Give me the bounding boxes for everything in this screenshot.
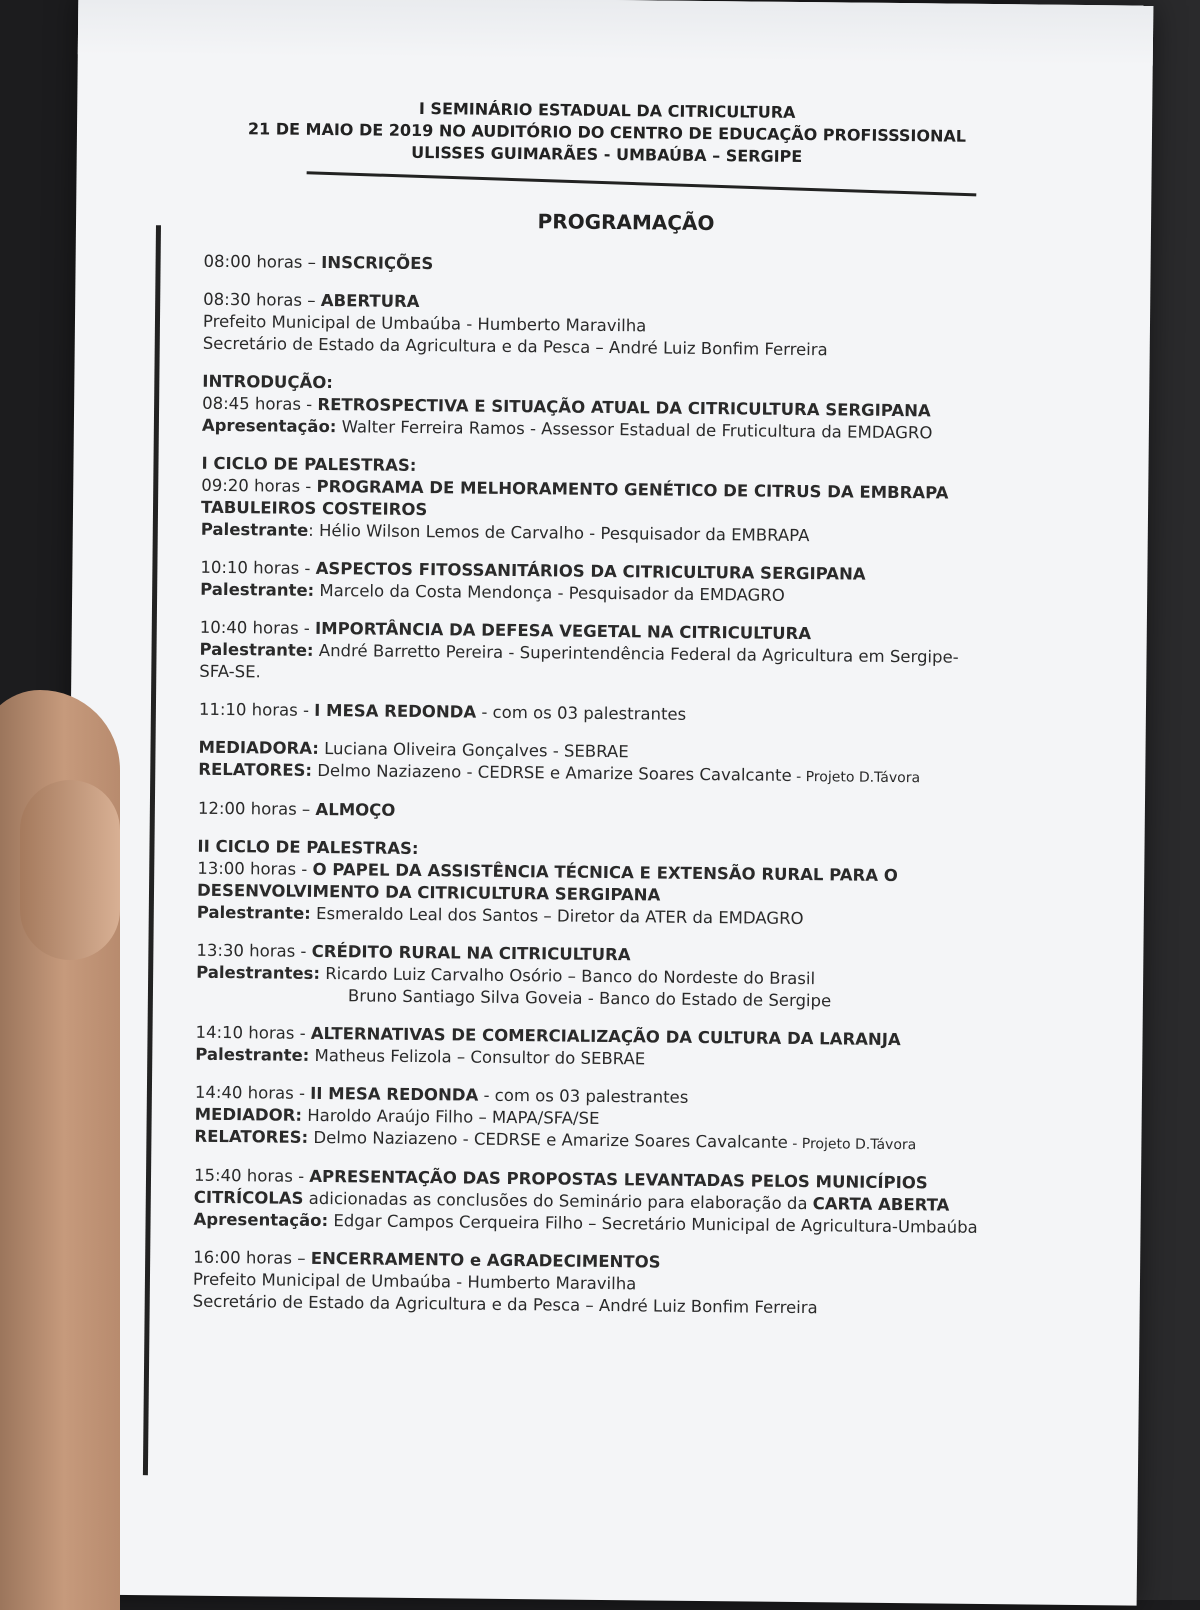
item-ciclo1-t2 [200,557,1030,610]
time: 10:40 horas - [199,617,316,638]
label: Palestrante: [200,579,315,600]
label: Palestrante [200,519,309,540]
document-header [177,95,1038,170]
item-mesa2 [194,1082,1025,1158]
section-title: PROGRAMAÇÃO [537,209,715,236]
title: RETROSPECTIVA E SITUAÇÃO ATUAL DA CITRICULTURA SERGIPANA [317,394,931,421]
speaker: André Barretto Pereira - Superintendência Federal da Agricultura em Sergipe- [313,640,959,667]
time: 14:40 horas - [194,1082,311,1103]
time: 08:45 horas - [202,393,318,414]
title: CRÉDITO RURAL NA CITRICULTURA [311,941,631,965]
program-list [192,251,1033,1338]
speaker-line: Prefeito Municipal de Umbaúba - Humberto Maravilha [192,1269,637,1294]
label: Palestrante: [199,639,314,660]
title: O PAPEL DA ASSISTÊNCIA TÉCNICA E EXTENSÃO RURAL PARA O [312,859,898,886]
item-almoco [198,798,1028,829]
label: Palestrante: [196,902,311,923]
section-heading: INTRODUÇÃO: [202,371,334,393]
header-line-1: I SEMINÁRIO ESTADUAL DA CITRICULTURA [418,98,796,122]
time: 09:20 horas - [201,475,317,496]
page-top-shade [78,0,1154,66]
title: INSCRIÇÕES [321,252,434,274]
speaker: Walter Ferreira Ramos - Assessor Estadual de Fruticultura da EMDAGRO [336,417,933,443]
time: 16:00 horas – [193,1247,311,1268]
title-continued: CITRÍCOLAS [193,1187,304,1208]
speaker-line: Secretário de Estado da Agricultura e da Pesca – André Luiz Bonfim Ferreira [202,333,828,360]
item-ciclo2-t3 [195,1022,1025,1075]
item-introducao [202,371,1033,446]
time: 12:00 horas – [197,798,316,819]
title: ALMOÇO [315,799,396,820]
title: APRESENTAÇÃO DAS PROPOSTAS LEVANTADAS PELOS MUNICÍPIOS [309,1166,928,1193]
speaker-continued: SFA-SE. [199,661,261,682]
time: 11:10 horas - [198,699,315,720]
document-page [62,0,1154,1606]
title: ABERTURA [320,290,420,312]
time: 10:10 horas - [200,557,316,578]
project: - Projeto D.Távora [787,1135,917,1154]
reporters: Delmo Naziazeno - CEDRSE e Amarize Soares Cavalcante [308,1127,788,1152]
speaker-2: Bruno Santiago Silva Goveia - Banco do Estado de Sergipe [347,986,832,1011]
header-divider [307,171,977,196]
title-continued: DESENVOLVIMENTO DA CITRICULTURA SERGIPANA [196,880,661,905]
title: I MESA REDONDA [314,700,477,722]
time: 14:10 horas - [195,1022,311,1043]
time: 08:00 horas – [203,251,322,272]
speaker-line: Secretário de Estado da Agricultura e da Pesca – André Luiz Bonfim Ferreira [192,1291,818,1318]
title: ALTERNATIVAS DE COMERCIALIZAÇÃO DA CULTURA DA LARANJA [310,1023,901,1050]
time: 13:00 horas - [197,858,313,879]
header-line-3: ULISSES GUIMARÃES - UMBAÚBA – SERGIPE [411,142,803,167]
title: ENCERRAMENTO e AGRADECIMENTOS [310,1248,661,1272]
suffix: - com os 03 palestrantes [478,1085,689,1107]
label: RELATORES: [198,759,313,780]
item-apresentacao [193,1165,1024,1240]
mediator: Luciana Oliveira Gonçalves - SEBRAE [318,738,629,762]
carta-aberta: CARTA ABERTA [812,1194,950,1215]
title: IMPORTÂNCIA DA DEFESA VEGETAL NA CITRICULTURA [314,618,812,644]
left-margin-rule [143,225,161,1475]
time: 13:30 horas - [196,940,312,961]
suffix: - com os 03 palestrantes [476,702,687,724]
label: Apresentação: [201,415,337,437]
section-heading: II CICLO DE PALESTRAS: [197,836,419,859]
item-abertura [203,289,1034,364]
speaker: Matheus Felizola – Consultor do SEBRAE [309,1045,646,1069]
label: MEDIADOR: [194,1104,303,1125]
thumb [20,780,120,960]
section-heading: I CICLO DE PALESTRAS: [201,453,417,475]
title: II MESA REDONDA [310,1083,479,1105]
mediator: Haroldo Araújo Filho – MAPA/SFA/SE [301,1105,600,1128]
item-ciclo1-t1 [201,453,1032,550]
project: - Projeto D.Távora [791,768,921,787]
item-encerramento [193,1247,1024,1322]
label: Palestrante: [195,1044,310,1065]
description: adicionadas as conclusões do Seminário para elaboração da [303,1188,813,1214]
title: PROGRAMA DE MELHORAMENTO GENÉTICO DE CITRUS DA EMBRAPA [316,476,949,503]
item-ciclo2-t1 [197,836,1028,933]
speaker-line: Prefeito Municipal de Umbaúba - Humberto Maravilha [202,311,647,336]
label: Apresentação: [193,1209,329,1231]
speaker: Marcelo da Costa Mendonça - Pesquisador da EMDAGRO [314,580,785,605]
time: 08:30 horas – [203,289,321,310]
speaker: Esmeraldo Leal dos Santos – Diretor da ATER da EMDAGRO [310,903,804,929]
item-inscricoes [203,251,1033,282]
label: MEDIADORA: [198,737,320,758]
item-mesa1-roles [198,737,1028,791]
speaker: Edgar Campos Cerqueira Filho – Secretário Municipal de Agricultura-Umbaúba [328,1211,978,1237]
title-continued: TABULEIROS COSTEIROS [200,497,428,520]
header-line-2: 21 DE MAIO DE 2019 NO AUDITÓRIO DO CENTRO DE EDUCAÇÃO PROFISSSIONAL [247,119,967,146]
speaker: Ricardo Luiz Carvalho Osório – Banco do Nordeste do Brasil [319,963,816,989]
label: RELATORES: [194,1126,309,1147]
reporters: Delmo Naziazeno - CEDRSE e Amarize Soares Cavalcante [311,760,792,785]
title: ASPECTOS FITOSSANITÁRIOS DA CITRICULTURA SERGIPANA [315,558,866,584]
speaker: : Hélio Wilson Lemos de Carvalho - Pesquisador da EMBRAPA [308,520,810,546]
label: Palestrantes: [196,962,321,983]
time: 15:40 horas - [193,1165,310,1186]
item-mesa1 [199,699,1029,730]
item-ciclo2-t2 [196,940,1027,1015]
item-ciclo1-t3 [199,617,1030,692]
